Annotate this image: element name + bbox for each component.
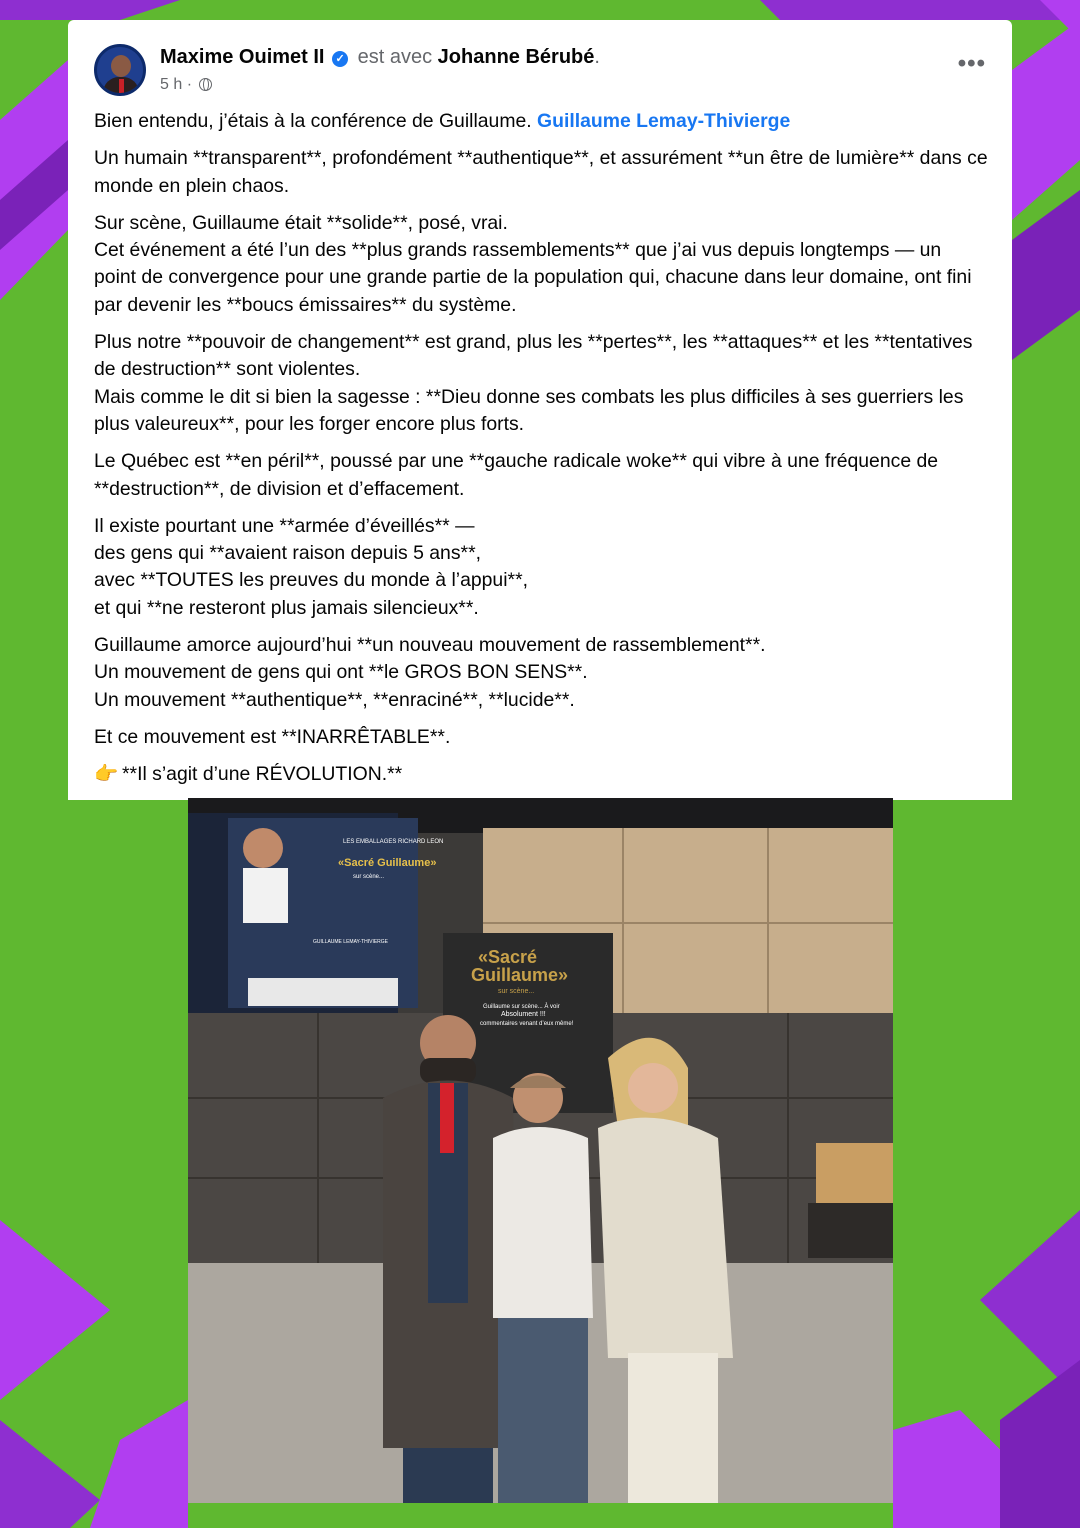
banner-title-line1: «Sacré (478, 947, 538, 967)
post-text (94, 108, 988, 799)
tagged-suffix: . (594, 46, 600, 68)
post-paragraph (94, 513, 988, 622)
photo-scene (188, 798, 893, 1503)
post-paragraph-text: Il existe pourtant une **armée d’éveillés** — des gens qui **avaient raison depuis 5 ans**, avec **TOUTES les preuves du monde à l’appui**, et qui **ne resteront plus jamais silencieux**. (94, 514, 529, 619)
post-paragraph-text: Guillaume amorce aujourd’hui **un nouveau mouvement de rassemblement**. Un mouvement de gens qui ont **le GROS BON SENS**. Un mouvement **authentique**, **enraciné**, **lucide**. (94, 634, 766, 711)
mention-link[interactable]: Guillaume Lemay-Thivierge (537, 110, 791, 132)
post-paragraph (94, 761, 988, 788)
post-paragraph (94, 329, 988, 438)
post-timestamp[interactable]: 5 h · (160, 76, 193, 93)
post-paragraph-text: **Il s’agit d’une RÉVOLUTION.** (122, 763, 403, 786)
post-paragraph (94, 145, 988, 200)
decor-bottom-right (893, 1210, 1080, 1528)
post-paragraph (94, 108, 988, 135)
post-paragraph-text: Le Québec est **en péril**, poussé par une **gauche radicale woke** qui vibre à une fréquence de **destruction**, de division et d’effacement. (94, 450, 939, 500)
pointing-hand-icon: 👉 (94, 763, 119, 786)
screen-presenter-text: LES EMBALLAGES RICHARD LEON (343, 839, 444, 845)
post-meta (160, 76, 212, 94)
post-paragraph (94, 724, 988, 751)
post-paragraph-text: Un humain **transparent**, profondément **authentique**, et assurément **un être de lumière** dans ce monde en plein chaos. (94, 147, 988, 197)
author-line (160, 46, 600, 69)
globe-icon[interactable] (199, 78, 212, 91)
banner-subtitle: sur scène... (498, 988, 535, 995)
banner-line1: Guillaume sur scène... À voir (483, 1004, 560, 1010)
screen-name-text: GUILLAUME LEMAY-THIVIERGE (313, 939, 389, 945)
screen-subtitle-text: sur scène... (353, 874, 385, 880)
post-photo[interactable] (188, 798, 893, 1503)
tagged-person-link[interactable]: Johanne Bérubé (437, 46, 595, 68)
post-paragraph (94, 448, 988, 503)
author-avatar[interactable] (94, 44, 146, 96)
screen-title-text: «Sacré Guillaume» (338, 857, 437, 869)
post-header (94, 44, 986, 100)
person-middle (493, 1073, 593, 1503)
banner-line3: commentaires venant d’eux même! (480, 1021, 574, 1027)
post-paragraph-text: Sur scène, Guillaume était **solide**, posé, vrai. Cet événement a été l’un des **plus grands rassemblements** que j’ai vus depuis longtemps — un point de convergence pour une grande partie de la population qui, chacune dans leur domaine, ont fini par devenir les **boucs émissaires** du système. (94, 211, 972, 316)
decor-bottom-left (0, 1220, 188, 1528)
post-paragraph (94, 210, 988, 319)
post-paragraph-text: Et ce mouvement est **INARRÊTABLE**. (94, 725, 451, 748)
post-paragraph-text: Plus notre **pouvoir de changement** est grand, plus les **pertes**, les **attaques** et les **tentatives de destruction** sont violentes. Mais comme le dit si bien la sagesse : **Dieu donne ses combats les plus difficiles à ses guerriers les plus valeureux**, pour les forger encore plus forts. (94, 331, 973, 435)
facebook-post-card (68, 20, 1012, 800)
with-text: est avec (357, 46, 433, 68)
post-paragraph (94, 632, 988, 714)
banner-title-line2: Guillaume» (471, 965, 569, 985)
banner-line2: Absolument !!! (501, 1011, 546, 1018)
post-paragraph-text: Bien entendu, j’étais à la conférence de Guillaume. (94, 110, 538, 132)
verified-badge-icon: ✓ (332, 51, 348, 67)
more-options-button[interactable]: ••• (957, 50, 986, 77)
author-name-link[interactable]: Maxime Ouimet II (160, 46, 325, 68)
